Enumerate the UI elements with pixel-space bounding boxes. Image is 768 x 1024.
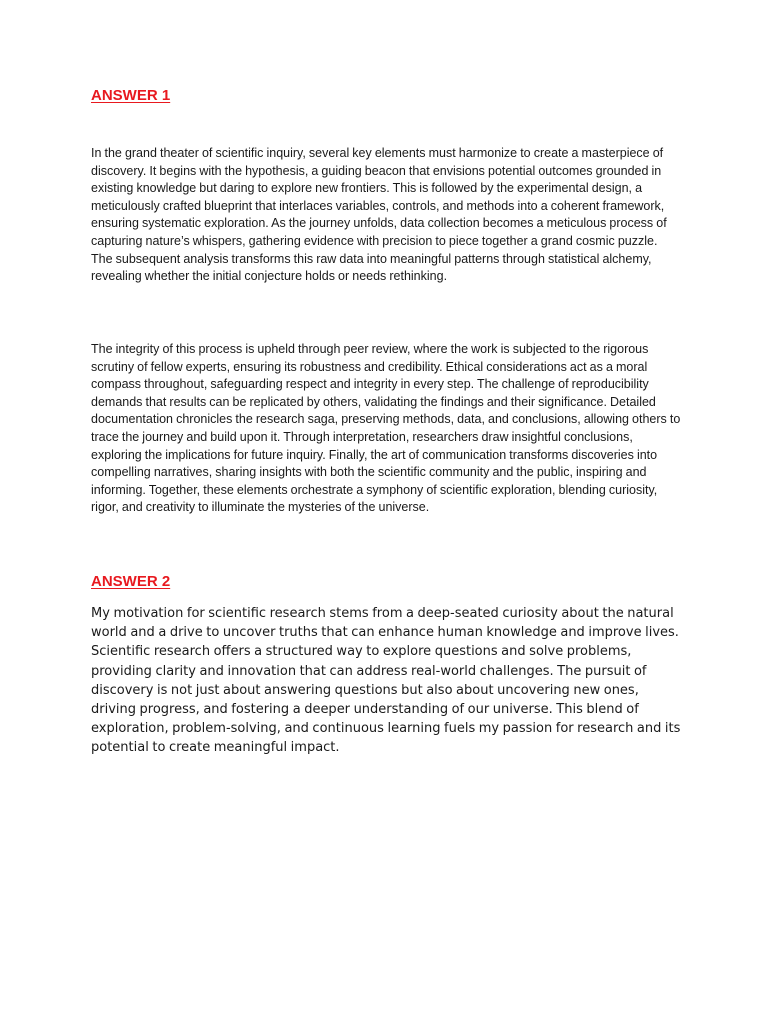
answer-1-heading: ANSWER 1 (91, 87, 171, 104)
answer-2-paragraph-1: My motivation for scientific research stems from a deep-seated curiosity about the natural world and a drive to uncover truths that can enhance human knowledge and improve lives. Scientific research offers a structured way to explore questions and solve problems, providing clarity and innovation that can address real-world challenges. The pursuit of discovery is not just about answering questions but also about uncovering new ones, driving progress, and fostering a deeper understanding of our universe. This blend of exploration, problem-solving, and continuous learning fuels my passion for research and its potential to create meaningful impact. (91, 606, 681, 756)
answer-2-heading: ANSWER 2 (91, 573, 171, 590)
answer-1-paragraph-2: The integrity of this process is upheld through peer review, where the work is subjected to the rigorous scrutiny of fellow experts, ensuring its robustness and credibility. Ethical considerations act as a moral compass throughout, safeguarding respect and integrity in every step. The challenge of reproducibility demands that results can be replicated by others, validating the findings and their significance. Detailed documentation chronicles the research saga, preserving methods, data, and conclusions, allowing others to trace the journey and build upon it. Through interpretation, researchers draw insightful conclusions, exploring the implications for future inquiry. Finally, the art of communication transforms discoveries into compelling narratives, sharing insights with both the scientific community and the public, inspiring and informing. Together, these elements orchestrate a symphony of scientific exploration, blending curiosity, rigor, and creativity to illuminate the mysteries of the universe. (91, 342, 681, 515)
answer-1-paragraph-1: In the grand theater of scientific inquiry, several key elements must harmonize to create a masterpiece of discovery. It begins with the hypothesis, a guiding beacon that envisions potential outcomes grounded in existing knowledge but daring to explore new frontiers. This is followed by the experimental design, a meticulously crafted blueprint that interlaces variables, controls, and methods into a coherent framework, ensuring systematic exploration. As the journey unfolds, data collection becomes a meticulous process of capturing nature’s whispers, gathering evidence with precision to piece together a grand cosmic puzzle. The subsequent analysis transforms this raw data into meaningful patterns through statistical alchemy, revealing whether the initial conjecture holds or needs rethinking. (91, 146, 667, 284)
